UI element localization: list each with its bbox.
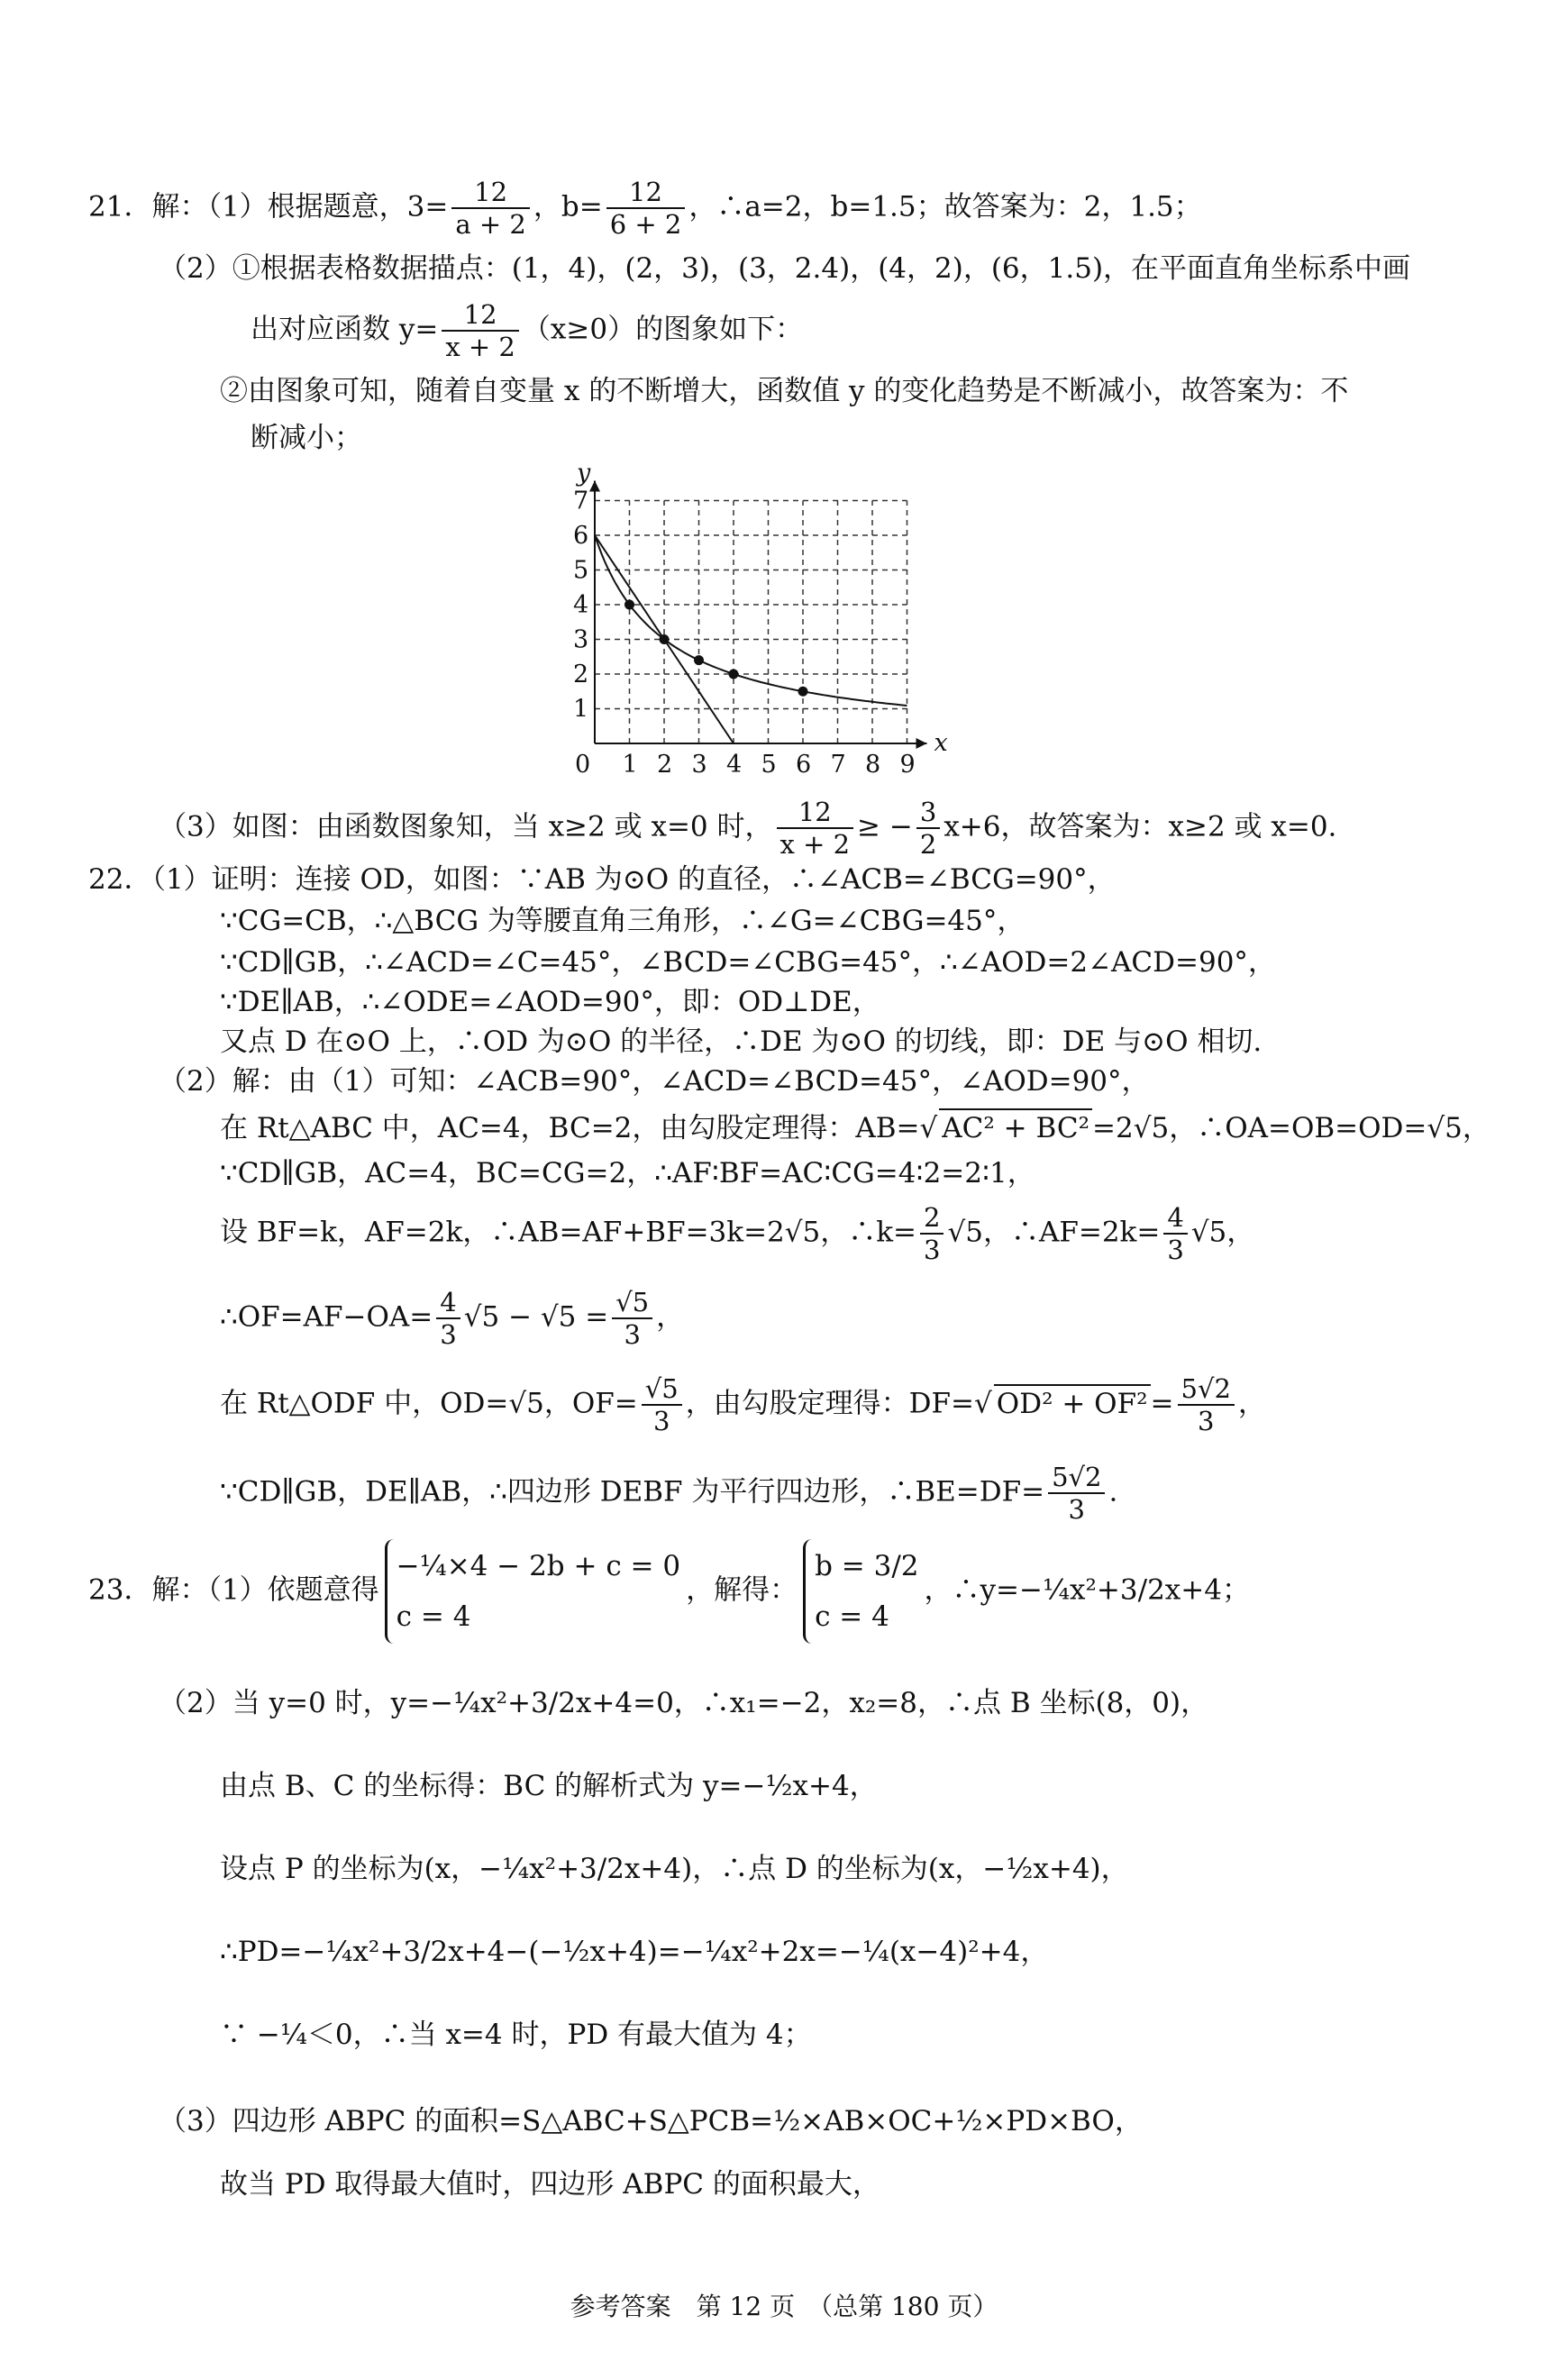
data-point	[694, 655, 704, 665]
data-point	[660, 634, 670, 644]
equation-system: −¼×4 − 2b + c = 0 c = 4	[385, 1539, 680, 1644]
x-tick-label: 3	[691, 751, 707, 779]
x-tick-label: 1	[622, 751, 638, 779]
y-tick-label: 1	[573, 695, 589, 724]
q22-line9: 设 BF=k，AF=2k，∴AB=AF+BF=3k=2√5，∴k= $\frac{2}{3}$ √5，∴AF=2k= $\frac{4}{3}$ √5，	[220, 1202, 1255, 1265]
fraction: $\frac{2}{3}$	[920, 1202, 944, 1265]
q22-line10: ∴OF=AF−OA= $\frac{4}{3}$ √5 − √5 = $\frac{√5}{3}$ ，	[220, 1287, 685, 1350]
x-tick-label: 4	[726, 751, 743, 779]
data-point	[624, 600, 634, 610]
q21-part2-line4: 断减小；	[251, 422, 362, 454]
x-tick-label: 2	[657, 751, 673, 779]
q22-line5: 又点 D 在⊙O 上，∴OD 为⊙O 的半径，∴DE 为⊙O 的切线，即：DE 与⊙O 相切.	[220, 1025, 1263, 1058]
x-axis-arrow	[916, 738, 927, 749]
q23-line2: （2）当 y=0 时，y=−¼x²+3/2x+4=0，∴x₁=−2，x₂=8，∴点 B 坐标(8，0)，	[159, 1687, 1209, 1719]
y-tick-label: 2	[573, 661, 589, 688]
q22-line3: ∵CD∥GB，∴∠ACD=∠C=45°，∠BCD=∠CBG=45°，∴∠AOD=2∠ACD=90°，	[220, 946, 1276, 979]
q21-part3: （3）如图：由函数图象知，当 x≥2 或 x=0 时， $\frac{12}{x + 2}$ ≥ − $\frac{3}{2}$ x+6，故答案为：x≥2 或 x=0.	[159, 797, 1337, 860]
y-tick-label: 5	[573, 556, 589, 585]
solution-system: b = 3/2 c = 4	[803, 1539, 918, 1644]
q22-line2: ∵CG=CB，∴△BCG 为等腰直角三角形，∴∠G=∠CBG=45°，	[220, 905, 1026, 937]
fraction: $\frac{√5}{3}$	[642, 1373, 682, 1436]
y-tick-label: 6	[573, 522, 589, 550]
y-axis-arrow	[589, 481, 600, 492]
q23-line6: ∵ −¼＜0，∴当 x=4 时，PD 有最大值为 4；	[220, 2019, 812, 2051]
q21-part2-line1: （2）①根据表格数据描点：(1，4)，(2，3)，(3，2.4)，(4，2)，(6，1.5)，在平面直角坐标系中画	[159, 252, 1411, 285]
q23-line8: 故当 PD 取得最大值时，四边形 ABPC 的面积最大，	[220, 2168, 880, 2201]
x-axis-label: x	[934, 729, 948, 757]
data-point	[798, 687, 808, 697]
x-tick-label: 8	[865, 751, 881, 779]
fraction: $\frac{4}{3}$	[1163, 1202, 1187, 1265]
data-point	[729, 670, 739, 679]
y-axis-label: y	[577, 459, 591, 488]
x-tick-label: 7	[830, 751, 846, 779]
fraction: $\frac{5√2}{3}$	[1178, 1373, 1235, 1436]
q21-part2-line2: 出对应函数 y= $\frac{12}{x + 2}$ （x≥0）的图象如下：	[251, 299, 804, 362]
fraction: $\frac{12}{a + 2}$	[451, 177, 529, 240]
y-tick-label: 7	[573, 487, 589, 515]
page-footer: 参考答案 第 12 页 （总第 180 页）	[570, 2292, 998, 2321]
fraction: $\frac{12}{x + 2}$	[442, 299, 519, 362]
function-graph	[541, 451, 973, 784]
q22-line8: ∵CD∥GB，AC=4，BC=CG=2，∴AF∶BF=AC∶CG=4∶2=2∶1，	[220, 1157, 1035, 1190]
x-tick-label: 5	[761, 751, 777, 779]
q23-line1: 23．解：（1）依题意得 −¼×4 − 2b + c = 0 c = 4 ，解得： b = 3/2 c = 4 ，∴y=−¼x²+3/2x+4；	[88, 1539, 1250, 1644]
fraction: $\frac{12}{x + 2}$	[777, 797, 854, 860]
q22-line4: ∵DE∥AB，∴∠ODE=∠AOD=90°，即：OD⊥DE，	[220, 986, 880, 1018]
q22-line7: 在 Rt△ABC 中，AC=4，BC=2，由勾股定理得：AB=√ AC² + BC²=2√5，∴OA=OB=OD=√5，	[220, 1108, 1491, 1146]
q22-line6: （2）解：由（1）可知：∠ACB=90°，∠ACD=∠BCD=45°，∠AOD=90°，	[159, 1065, 1150, 1098]
q22-line12: ∵CD∥GB，DE∥AB，∴四边形 DEBF 为平行四边形，∴BE=DF= $\frac{5√2}{3}$ .	[220, 1462, 1118, 1525]
fraction: $\frac{12}{6 + 2}$	[606, 177, 686, 240]
q22-line11: 在 Rt△ODF 中，OD=√5，OF= $\frac{√5}{3}$ ，由勾股定理得：DF=√ OD² + OF²= $\frac{5√2}{3}$ ，	[220, 1373, 1266, 1436]
q23-line5: ∴PD=−¼x²+3/2x+4−(−½x+4)=−¼x²+2x=−¼(x−4)²+4，	[220, 1936, 1049, 1968]
x-tick-label: 9	[899, 751, 916, 779]
y-tick-label: 3	[573, 625, 589, 654]
x-tick-label: 6	[796, 751, 812, 779]
q22-line1: 22．（1）证明：连接 OD，如图：∵AB 为⊙O 的直径，∴∠ACB=∠BCG=90°，	[88, 863, 1116, 896]
fraction: $\frac{3}{2}$	[916, 797, 940, 860]
fraction: $\frac{5√2}{3}$	[1048, 1462, 1105, 1525]
x-tick-label: 0	[575, 751, 591, 779]
y-tick-label: 4	[573, 591, 589, 619]
q21-part2-line3: ②由图象可知，随着自变量 x 的不断增大，函数值 y 的变化趋势是不断减小，故答案为：不	[220, 375, 1349, 407]
q23-line7: （3）四边形 ABPC 的面积=S△ABC+S△PCB=½×AB×OC+½×PD×BO，	[159, 2105, 1143, 2137]
q21-line1: 21．解：（1）根据题意，3= $\frac{12}{a + 2}$ ，b= $\frac{12}{6 + 2}$ ，∴a=2，b=1.5；故答案为：2，1.5；	[88, 177, 1202, 240]
q23-line4: 设点 P 的坐标为(x，−¼x²+3/2x+4)，∴点 D 的坐标为(x，−½x+4)，	[220, 1853, 1129, 1885]
fraction: $\frac{4}{3}$	[436, 1287, 460, 1350]
fraction: $\frac{√5}{3}$	[612, 1287, 652, 1350]
curve-series	[595, 535, 907, 706]
q23-line3: 由点 B、C 的坐标得：BC 的解析式为 y=−½x+4，	[220, 1770, 878, 1802]
